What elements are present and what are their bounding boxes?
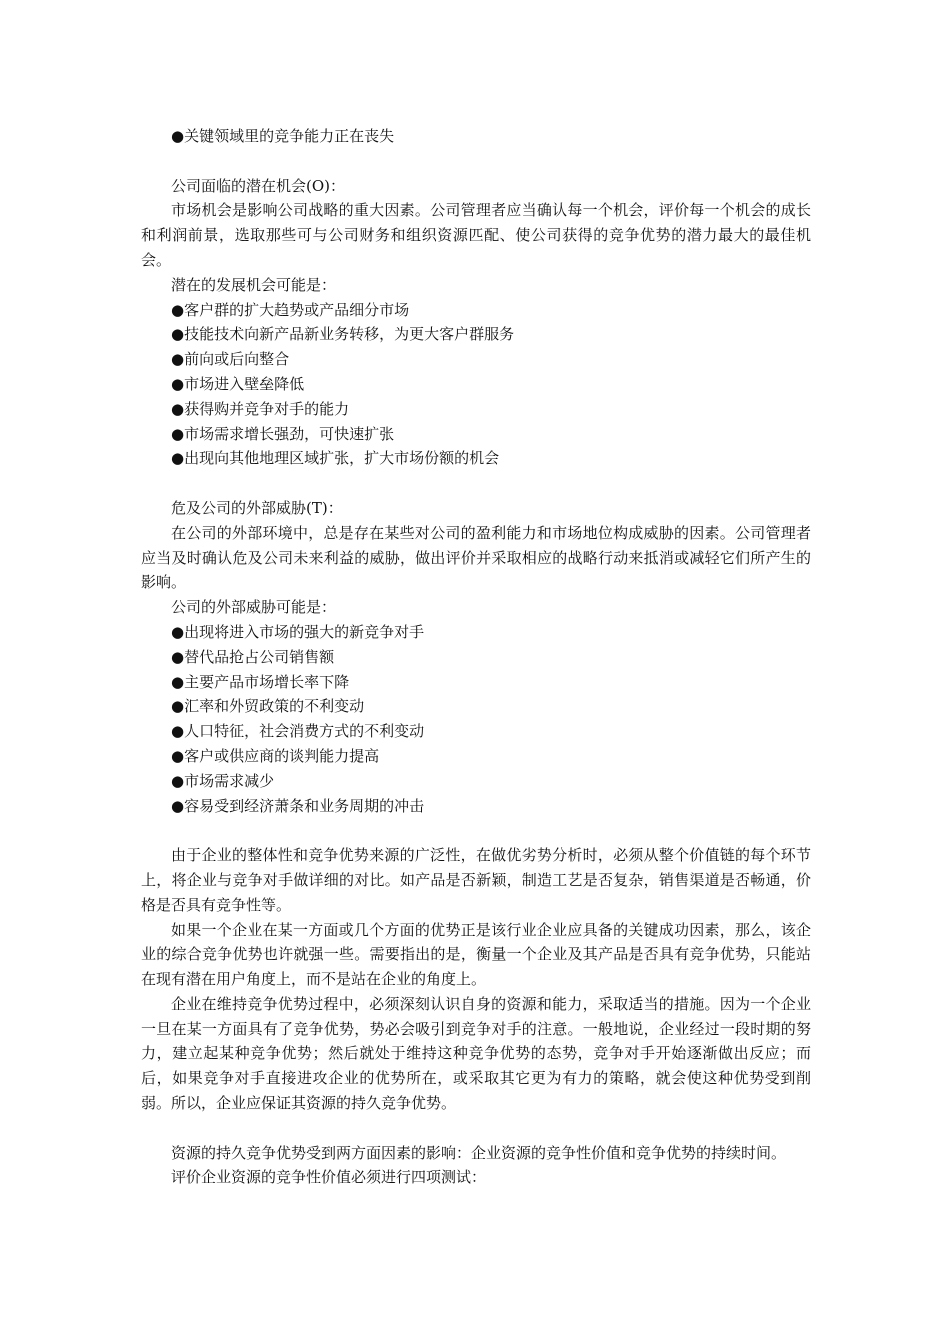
threats-list bbox=[141, 620, 811, 818]
threats-paragraph: 在公司的外部环境中，总是存在某些对公司的盈利能力和市场地位构成威胁的因素。公司管理者应当及时确认危及公司未来利益的威胁，做出评价并采取相应的战略行动来抵消或减轻它们所产生的影响。 bbox=[141, 523, 811, 592]
analysis-paragraph: 企业在维持竞争优势过程中，必须深刻认识自身的资源和能力，采取适当的措施。因为一个企业一旦在某一方面具有了竞争优势，势必会吸引到竞争对手的注意。一般地说，企业经过一段时期的努力，建立起某种竞争优势；然后就处于维持这种竞争优势的态势，竞争对手开始逐渐做出反应；而后，如果竞争对手直接进攻企业的优势所在，或采取其它更为有力的策略，就会使这种优势受到削弱。所以，企业应保证其资源的持久竞争优势。 bbox=[141, 994, 811, 1113]
list-item: ●客户群的扩大趋势或产品细分市场 bbox=[171, 300, 410, 319]
list-item: ●前向或后向整合 bbox=[171, 350, 290, 369]
document-page bbox=[141, 124, 811, 1190]
list-item: ●容易受到经济萧条和业务周期的冲击 bbox=[171, 796, 425, 815]
resources-paragraph: 资源的持久竞争优势受到两方面因素的影响：企业资源的竞争性价值和竞争优势的持续时间。 bbox=[171, 1143, 787, 1162]
list-item: ●技能技术向新产品新业务转移，为更大客户群服务 bbox=[171, 325, 515, 344]
section-heading-opportunities: 公司面临的潜在机会(O)： bbox=[171, 176, 346, 195]
list-item: ●人口特征，社会消费方式的不利变动 bbox=[171, 722, 425, 741]
list-item: ●市场需求减少 bbox=[171, 771, 275, 790]
list-item: ●客户或供应商的谈判能力提高 bbox=[171, 746, 380, 765]
list-item: ●市场需求增长强劲，可快速扩张 bbox=[171, 424, 395, 443]
list-item: ●获得购并竞争对手的能力 bbox=[171, 399, 350, 418]
list-item: ●主要产品市场增长率下降 bbox=[171, 672, 350, 691]
list-item: ●汇率和外贸政策的不利变动 bbox=[171, 697, 365, 716]
list-item: ●市场进入壁垒降低 bbox=[171, 374, 305, 393]
analysis-paragraph: 由于企业的整体性和竞争优势来源的广泛性，在做优劣势分析时，必须从整个价值链的每个环节上，将企业与竞争对手做详细的对比。如产品是否新颖，制造工艺是否复杂，销售渠道是否畅通，价格是否具有竞争性等。 bbox=[141, 846, 811, 914]
list-item: ●出现向其他地理区域扩张，扩大市场份额的机会 bbox=[171, 449, 500, 468]
opportunities-intro: 潜在的发展机会可能是： bbox=[171, 275, 337, 294]
spacer bbox=[141, 818, 811, 843]
opportunities-list bbox=[141, 298, 811, 472]
resources-intro: 评价企业资源的竞争性价值必须进行四项测试： bbox=[171, 1168, 487, 1187]
threats-intro: 公司的外部威胁可能是： bbox=[171, 598, 337, 617]
analysis-paragraph: 如果一个企业在某一方面或几个方面的优势正是该行业企业应具备的关键成功因素，那么，该企业的综合竞争优势也许就强一些。需要指出的是，衡量一个企业及其产品是否具有竞争优势，只能站在现有潜在用户角度上，而不是站在企业的角度上。 bbox=[141, 920, 811, 989]
list-item: ●关键领域里的竞争能力正在丧失 bbox=[171, 127, 395, 145]
opportunities-paragraph: 市场机会是影响公司战略的重大因素。公司管理者应当确认每一个机会，评价每一个机会的成长和利润前景，选取那些可与公司财务和组织资源匹配、使公司获得的竞争优势的潜力最大的最佳机会。 bbox=[141, 201, 811, 269]
list-item: ●出现将进入市场的强大的新竞争对手 bbox=[171, 622, 425, 641]
spacer bbox=[141, 149, 811, 174]
section-heading-threats: 危及公司的外部威胁(T)： bbox=[171, 498, 343, 517]
spacer bbox=[141, 471, 811, 496]
spacer bbox=[141, 1116, 811, 1141]
list-item: ●替代品抢占公司销售额 bbox=[171, 647, 335, 666]
